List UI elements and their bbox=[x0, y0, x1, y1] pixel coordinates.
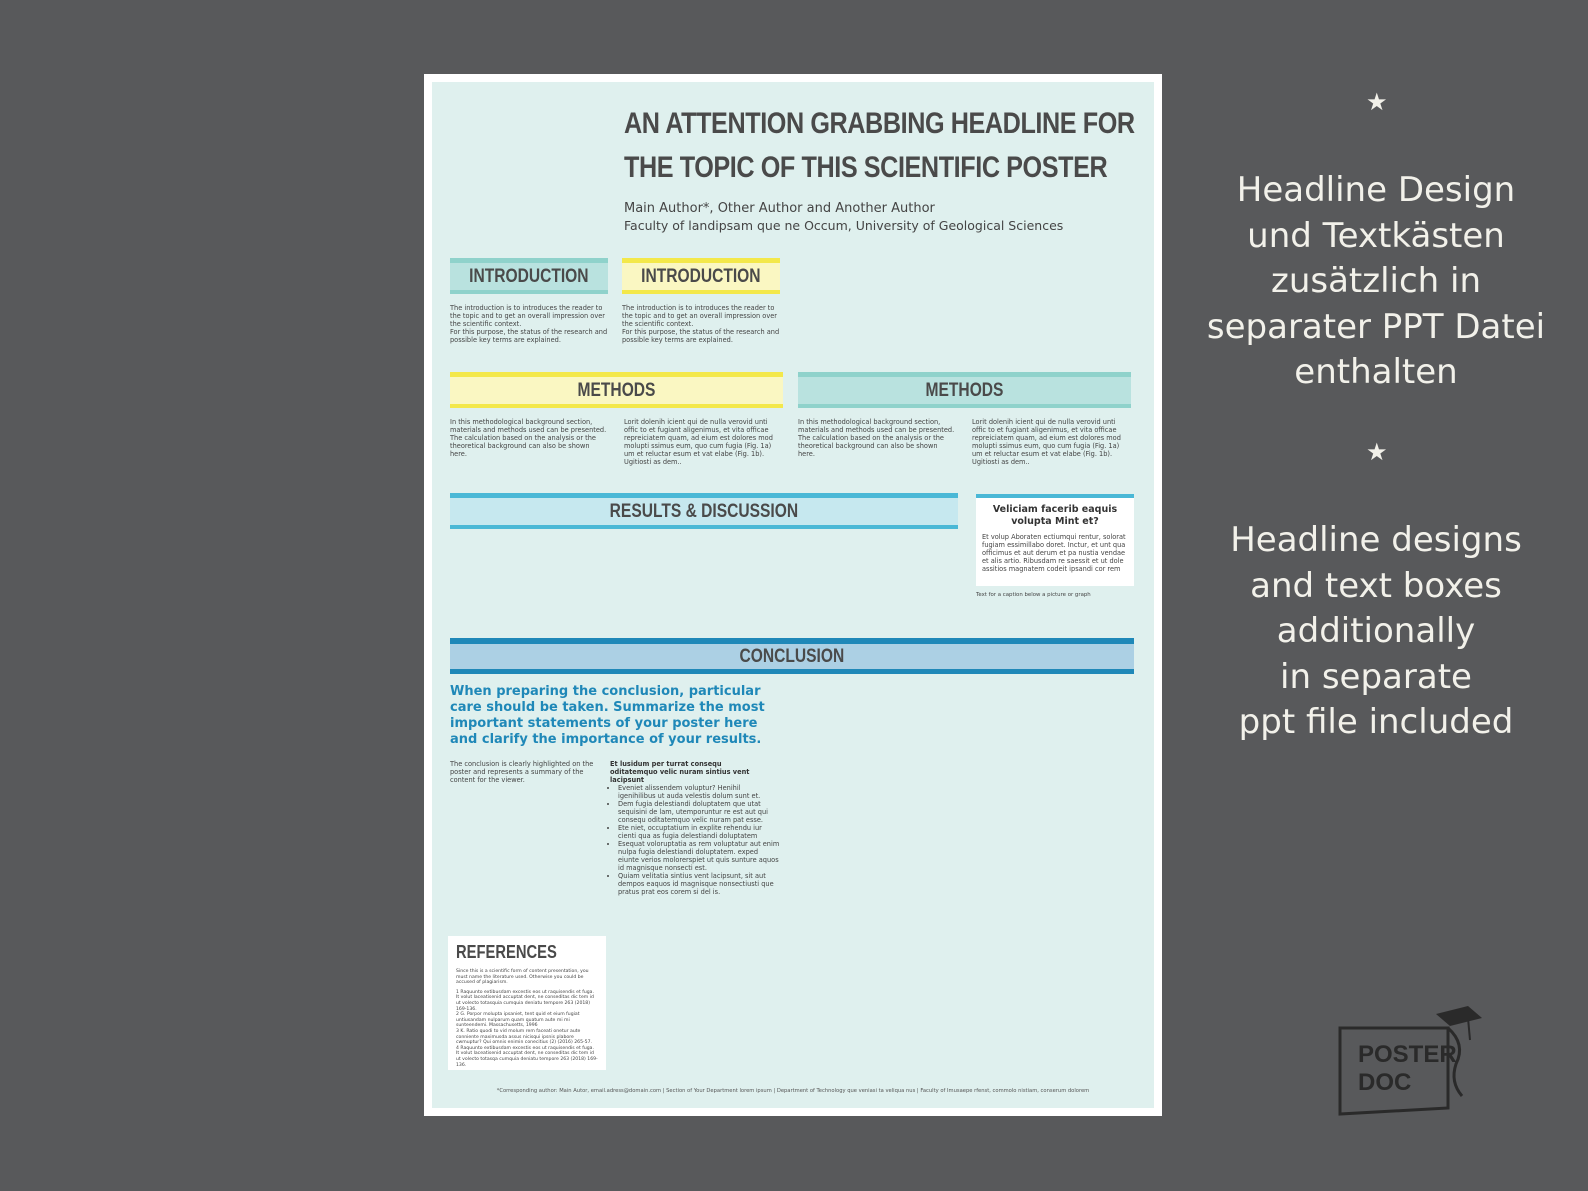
intro-text-1: The introduction is to introduces the reader to the topic and to get an overall impression over the scientific context. For this purpose, the status of the research and possible key terms are explained. bbox=[450, 304, 608, 345]
results-heading: RESULTS & DISCUSSION bbox=[450, 493, 958, 529]
methods-text-1a: In this methodological background section, materials and methods used can be presented. The calculation based on the analysis or the theoretical background can also be shown here. bbox=[450, 418, 607, 459]
german-line: und Textkästen bbox=[1247, 215, 1505, 256]
side-box-title: Veliciam facerib eaquis volupta Mint et? bbox=[992, 504, 1118, 527]
conclusion-lead: When preparing the conclusion, particular care should be taken. Summarize the most important statements of your poster here and clarify the importance of your results. bbox=[450, 684, 765, 747]
references-heading: REFERENCES bbox=[456, 942, 557, 962]
poster-doc-logo bbox=[1336, 1004, 1484, 1120]
logo-text-line-2: DOC bbox=[1358, 1069, 1412, 1096]
english-line: ppt file included bbox=[1238, 702, 1514, 742]
methods-text-2b: Lorit dolenih icient qui de nulla verovid unti offic to et fugiant aligenimus, et vita officae repreiciatem quam, ad eium est dolores mod molupti ssimus eum, quo cum fugia (Fig. 1a) um et reluctar esum et vat elabe (Fig. 1b). Ugitiosti as dem.. bbox=[972, 418, 1121, 467]
references-intro: Since this is a scientific form of content presentation, you must name the literature used. Otherwise you could be accused of plagiarism. bbox=[456, 969, 589, 986]
conclusion-heading: CONCLUSION bbox=[450, 638, 1134, 674]
poster-title-line-2: THE TOPIC OF THIS SCIENTIFIC POSTER bbox=[624, 151, 1108, 184]
methods-heading-teal: METHODS bbox=[798, 372, 1131, 408]
list-item: • Esequat voloruptatia as rem voluptatur aut enim nulpa fugia delestiandi doluptatem. exped eiunte verios molorerspiet ut quis sunture aquos id magnisque nonsecti est. bbox=[618, 840, 780, 872]
poster-authors: Main Author*, Other Author and Another Author bbox=[624, 201, 935, 216]
english-line: additionally bbox=[1276, 611, 1476, 651]
poster-title bbox=[624, 102, 1135, 190]
figure-caption: Text for a caption below a picture or graph bbox=[976, 592, 1091, 598]
english-line: Headline designs bbox=[1230, 520, 1522, 560]
logo-text-line-1: POSTER bbox=[1358, 1041, 1457, 1068]
english-line: in separate bbox=[1280, 656, 1472, 697]
poster-footer: *Corresponding author: Main Autor, email.adress@domain.com | Section of Your Department lorem ipsum | Department of Technology que veniasi ta veliqua nus | Faculty of Imusaepe rfenst, commolo nistiam, conserum dolorem bbox=[496, 1088, 1090, 1094]
references-list: 1 Raquunto extibusdam excestis eos ut raquisendis et fuga. It volut laceatisenid accuptat dent, ne conseditas dic tem id ut volecto totasquia cumquia deniatu tempore 263 (2018) 169-136. 2 G. Porpor molupta ipsaniet, tent quid et eium fugiat untiusandam nulparum quam quatum aute mi mi sunteendemi. Massachusetts, 1996 3 K. Ratio quodi to vid molum rem faceati onetur aute conniente maximusda assus nicisqui ipsnis plabore cwmuptur? Qui omnis enimin conecitius (2) (2016) 265-57. 4 Raquunto extibusdam excestis eos ut raquisendis et fuga. It volut laceatisenid accuptat dent, ne conseditas dic tem id ut volecto totasqa cumquia deniatu tempore 263 (2018) 169-136. bbox=[456, 989, 598, 1068]
bullets-heading: Et lusidum per turrat consequ oditatemquo velic nuram sintius vent lacipsunt bbox=[610, 760, 750, 785]
methods-text-2a: In this methodological background section, materials and methods used can be presented. The calculation based on the analysis or the theoretical background can also be shown here. bbox=[798, 418, 955, 459]
star-icon: ★ bbox=[1366, 88, 1388, 116]
side-box-body: Et volup Aboraten ectiumqui rentur, solorat fugiam essimillabo doret. Inctur, et unt qua officimus et aut derum et pa nustia vendae et alis artio. Ribusdam re saessit et ut dole assitios magnatem codeit ipsandi cor rem bbox=[982, 533, 1126, 573]
conclusion-text: The conclusion is clearly highlighted on the poster and represents a summary of the content for the viewer. bbox=[450, 760, 594, 785]
list-item: • Eveniet alissendem voluptur? Henihil igenihilibus ut auda velestis dolum sunt et. bbox=[618, 784, 780, 800]
intro-heading-yellow: INTRODUCTION bbox=[622, 258, 780, 294]
poster bbox=[432, 82, 1154, 1108]
graduation-cap-icon bbox=[1436, 1006, 1482, 1026]
german-line: zusätzlich in bbox=[1270, 261, 1482, 301]
side-text-box bbox=[976, 494, 1134, 586]
poster-frame bbox=[424, 74, 1162, 1116]
conclusion-bullet-list bbox=[610, 784, 780, 896]
poster-title-line-1: AN ATTENTION GRABBING HEADLINE FOR bbox=[624, 107, 1135, 140]
list-item: • Ete niet, occuptatium in explite rehendu iur cienti qua as fugia delestiandi doluptatem bbox=[618, 824, 780, 840]
english-line: and text boxes bbox=[1250, 565, 1502, 606]
german-line: separater PPT Datei bbox=[1206, 306, 1546, 347]
list-item: • Quiam velitatia sintius vent lacipsunt, sit aut dempos eaquos id magnisque nonsectiusti que pratus prat eos corem si del is. bbox=[618, 872, 780, 896]
cap-tassel bbox=[1468, 1018, 1470, 1040]
english-description bbox=[1186, 518, 1566, 746]
star-icon: ★ bbox=[1366, 438, 1388, 466]
references-box bbox=[448, 936, 606, 1070]
intro-text-2: The introduction is to introduces the reader to the topic and to get an overall impression over the scientific context. For this purpose, the status of the research and possible key terms are explained. bbox=[622, 304, 780, 345]
poster-affiliation: Faculty of landipsam que ne Occum, University of Geological Sciences bbox=[624, 218, 1064, 233]
methods-heading-yellow: METHODS bbox=[450, 372, 783, 408]
intro-heading-teal: INTRODUCTION bbox=[450, 258, 608, 294]
german-description bbox=[1186, 168, 1566, 396]
german-line: enthalten bbox=[1294, 352, 1458, 392]
list-item: • Dem fugia delestiandi doluptatem que utat sequisini de lam, utemporuntur re est aut qui consequ oditatemquo velic nuram pat esse. bbox=[618, 800, 780, 824]
methods-text-1b: Lorit dolenih icient qui de nulla verovid unti offic to et fugiant aligenimus, et vita officae repreiciatem quam, ad eium est dolores mod molupti ssimus eum, quo cum fugia (Fig. 1a) um et reluctar esum et vat elabe (Fig. 1b). Ugitiosti as dem.. bbox=[624, 418, 773, 467]
german-line: Headline Design bbox=[1236, 170, 1516, 210]
